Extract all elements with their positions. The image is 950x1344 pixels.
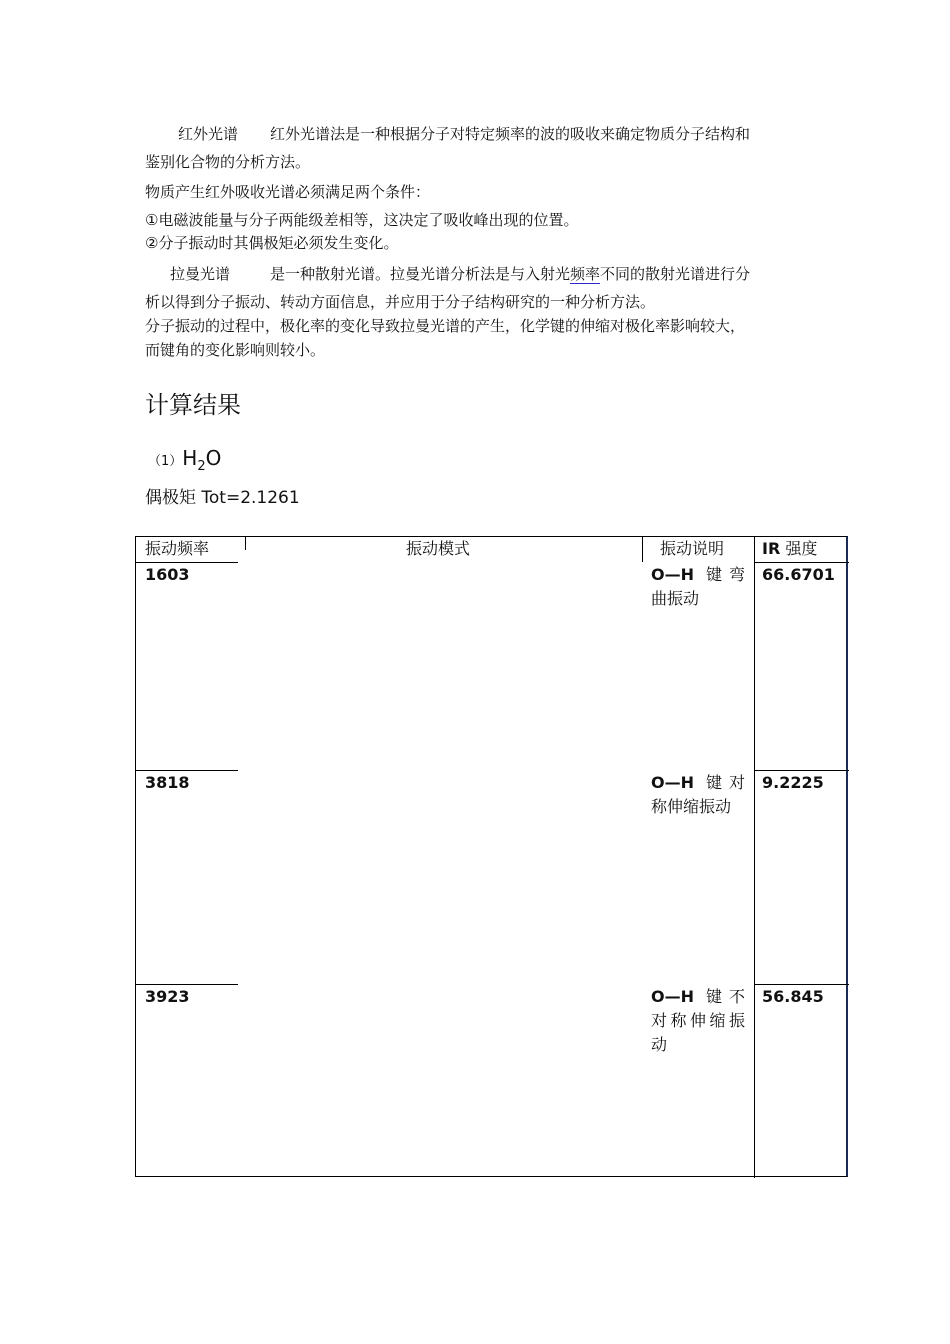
row-1-ir: 66.6701 xyxy=(762,565,835,584)
raman-line1-a: 是一种散射光谱。拉曼光谱分析法是与入射光 xyxy=(270,265,571,283)
header-mode: 振动模式 xyxy=(406,539,471,558)
ir-line1: 红外光谱法是一种根据分子对特定频率的波的吸收来确定物质分子结构和 xyxy=(270,125,751,143)
row-1-desc-text: 键弯曲振动 xyxy=(651,565,745,608)
vibration-table xyxy=(135,536,848,1177)
header-ir-bold: IR xyxy=(762,539,781,558)
raman-line1-b: 不同的散射光谱进行分 xyxy=(600,265,751,283)
row-2-bond: O—H xyxy=(651,773,694,792)
formula-end: O xyxy=(205,446,222,470)
row-2-frequency: 3818 xyxy=(145,773,190,792)
row-2-description xyxy=(651,771,745,819)
row-3-description xyxy=(651,985,745,1057)
column-divider-ir xyxy=(754,537,755,1178)
row-1-bond: O—H xyxy=(651,565,694,584)
dipole-moment: 偶极矩 Tot=2.1261 xyxy=(145,488,300,508)
molecule-index: （1） xyxy=(148,454,183,469)
raman-line1 xyxy=(270,264,750,284)
row-2-desc-text: 键对称伸缩振动 xyxy=(651,773,745,816)
condition-2: ②分子振动时其偶极矩必须发生变化。 xyxy=(145,234,399,252)
raman-title: 拉曼光谱 xyxy=(170,265,231,283)
conditions-intro: 物质产生红外吸收光谱必须满足两个条件： xyxy=(145,183,431,201)
row-1-description xyxy=(651,563,745,611)
row-3-desc-text: 键不对称伸缩振动 xyxy=(651,987,745,1054)
ir-title: 红外光谱 xyxy=(178,125,239,143)
header-divider-1 xyxy=(245,537,246,550)
raman-line2: 析以得到分子振动、转动方面信息，并应用于分子结构研究的一种分析方法。 xyxy=(145,293,656,311)
raman-line4: 而键角的变化影响则较小。 xyxy=(145,341,326,359)
row-3-bond: O—H xyxy=(651,987,694,1006)
header-ir-rest: 强度 xyxy=(780,539,818,558)
header-frequency: 振动频率 xyxy=(145,539,210,558)
header-divider-2 xyxy=(642,537,643,562)
condition-1: ①电磁波能量与分子两能级差相等，这决定了吸收峰出现的位置。 xyxy=(145,211,579,229)
row-3-frequency: 3923 xyxy=(145,987,190,1006)
molecule-heading xyxy=(148,444,221,481)
section-title: 计算结果 xyxy=(145,391,241,419)
formula-main: H xyxy=(182,446,198,470)
formula-sub: 2 xyxy=(197,459,206,474)
row-3-ir: 56.845 xyxy=(762,987,824,1006)
header-ir-intensity xyxy=(762,537,817,561)
raman-line3: 分子振动的过程中，极化率的变化导致拉曼光谱的产生，化学键的伸缩对极化率影响较大， xyxy=(145,317,746,335)
header-description: 振动说明 xyxy=(660,539,725,558)
ir-line2: 鉴别化合物的分析方法。 xyxy=(145,153,311,171)
frequency-link[interactable]: 频率 xyxy=(570,265,601,283)
row-1-frequency: 1603 xyxy=(145,565,190,584)
row-2-ir: 9.2225 xyxy=(762,773,824,792)
